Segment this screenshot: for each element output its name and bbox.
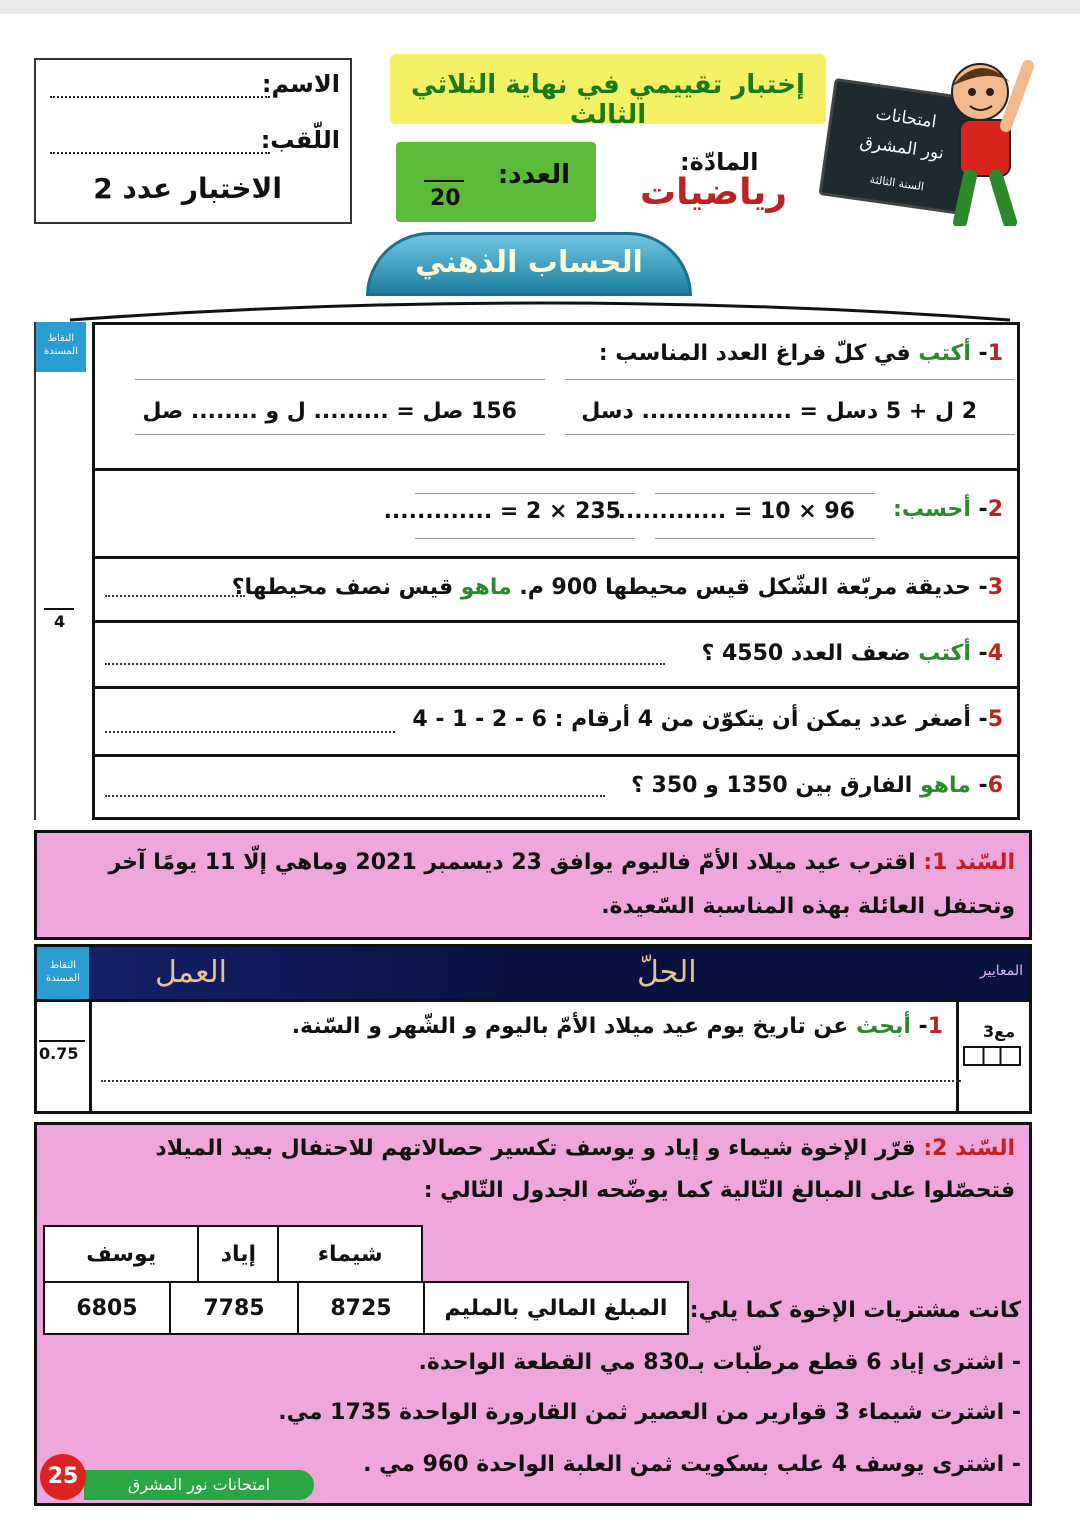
purchase-3: - اشترى يوسف 4 علب بسكويت ثمن العلبة الواحدة 960 مي . xyxy=(363,1452,1021,1477)
name-label: الاسم: xyxy=(261,70,340,98)
mental-math-questions xyxy=(92,322,1020,820)
question-6-answer-line[interactable] xyxy=(105,795,605,797)
question-3-lead: حديقة مربّعة الشّكل قيس محيطها 900 م. xyxy=(519,575,971,600)
points-fraction-bar xyxy=(44,608,74,610)
sanad-2-box xyxy=(34,1122,1032,1506)
sanad-1-box xyxy=(34,830,1032,940)
purchase-1: - اشترى إياد 6 قطع مرطّبات بـ830 مي القطعة الواحدة. xyxy=(418,1350,1021,1375)
question-2-number: 2 xyxy=(987,497,1003,522)
question-1-line2[interactable]: 156 صل = ......... ل و ........ صل xyxy=(142,399,517,424)
task-1-lead: أبحث xyxy=(855,1014,911,1039)
logo-line1: امتحانات xyxy=(874,104,938,133)
task-1-divider-right xyxy=(956,1002,959,1111)
question-6 xyxy=(95,757,1017,817)
top-strip xyxy=(0,0,1080,14)
question-1-text: 1- أكتب في كلّ فراغ العدد المناسب : xyxy=(598,341,1003,366)
logo-line3: السنة الثالثة xyxy=(868,172,925,194)
task-1-answer-line[interactable] xyxy=(101,1080,961,1082)
points-badge: النقاط المسندة xyxy=(36,322,86,372)
table-cell-iyad: 7785 xyxy=(170,1282,298,1334)
mascot-icon xyxy=(930,46,1040,226)
logo-line2: نور المشرق xyxy=(858,132,946,164)
purchase-2: - اشترت شيماء 3 قوارير من العصير ثمن القارورة الواحدة 1735 مي. xyxy=(278,1400,1021,1425)
sanad-2-body-line1: قرّر الإخوة شيماء و إياد و يوسف تكسير حصالاتهم للاحتفال بعيد الميلاد xyxy=(155,1136,916,1161)
purchases-intro: كانت مشتريات الإخوة كما يلي: xyxy=(689,1298,1021,1323)
question-1 xyxy=(95,325,1017,471)
question-6-number: 6 xyxy=(987,773,1003,798)
score-total: 20 xyxy=(430,186,461,211)
title-banner xyxy=(390,54,826,130)
work-label: العمل xyxy=(155,955,228,990)
question-4-lead: أكتب xyxy=(918,641,971,666)
sanad-1-body: اقترب عيد ميلاد الأمّ فاليوم يوافق 23 ديسمبر 2021 وماهي إلّا 11 يومًا آخر وتحتفل العائلة بهذه المناسبة السّعيدة. xyxy=(108,850,1015,919)
question-5-number: 5 xyxy=(987,707,1003,732)
criteria-label: المعايير xyxy=(979,963,1023,979)
question-5-body: أصغر عدد يمكن أن يتكوّن من 4 أرقام : 6 - 2 - 1 - 4 xyxy=(412,707,971,732)
task-1-criterion: مع3 xyxy=(983,1022,1015,1041)
question-2-lead: أحسب: xyxy=(893,497,971,522)
work-points-badge: النقاط المسندة xyxy=(37,947,89,999)
task-1-number: 1 xyxy=(927,1014,943,1039)
work-header xyxy=(34,944,1032,1002)
surname-label: اللّقب: xyxy=(260,126,340,154)
score-box xyxy=(396,142,596,222)
subject-label: المادّة: xyxy=(680,148,759,176)
question-3 xyxy=(95,559,1017,623)
page-number: 25 xyxy=(40,1454,86,1500)
question-1-lead: أكتب xyxy=(918,341,971,366)
score-label: العدد: xyxy=(497,160,570,190)
question-4-number: 4 xyxy=(987,641,1003,666)
points-strip xyxy=(34,322,86,820)
sanad-2-line1 xyxy=(51,1127,1015,1171)
task-1-points: 0.75 xyxy=(39,1044,79,1063)
amounts-table-header xyxy=(43,1225,423,1283)
table-header-iyad: إياد xyxy=(198,1226,278,1282)
task-1-row xyxy=(34,1002,1032,1114)
question-3-green: ماهو xyxy=(460,575,512,600)
sanad-1-label: السّند 1: xyxy=(923,850,1015,875)
task-1-criterion-boxes[interactable] xyxy=(963,1046,1021,1066)
solution-label: الحلّ xyxy=(637,955,697,990)
sanad-2-label: السّند 2: xyxy=(923,1136,1015,1161)
name-field[interactable] xyxy=(50,96,270,98)
exam-number: الاختبار عدد 2 xyxy=(93,172,282,205)
task-1-body: عن تاريخ يوم عيد ميلاد الأمّ باليوم و الشّهر و السّنة. xyxy=(291,1014,849,1039)
table-cell-youssef: 6805 xyxy=(44,1282,170,1334)
sanad-1-text xyxy=(51,841,1015,929)
question-4-text: 4- أكتب ضعف العدد 4550 ؟ xyxy=(701,641,1003,666)
question-1-number: 1 xyxy=(987,341,1003,366)
question-6-text: 6- ماهو الفارق بين 1350 و 350 ؟ xyxy=(631,773,1003,798)
question-6-body: الفارق بين 1350 و 350 ؟ xyxy=(631,773,913,798)
table-header-youssef: يوسف xyxy=(44,1226,198,1282)
question-2-expr2[interactable]: 235 × 2 = ............. xyxy=(383,499,621,524)
question-2-expr1[interactable]: 96 × 10 = ............. xyxy=(617,499,855,524)
question-1-line1[interactable]: 2 ل + 5 دسل = .................. دسل xyxy=(581,399,977,424)
amounts-table xyxy=(43,1281,689,1335)
question-5-text: 5- أصغر عدد يمكن أن يتكوّن من 4 أرقام : 6 - 2 - 1 - 4 xyxy=(412,707,1003,732)
question-4 xyxy=(95,623,1017,689)
section-title: الحساب الذهني xyxy=(415,245,643,280)
subject-value: رياضيات xyxy=(640,172,787,213)
question-4-body: ضعف العدد 4550 ؟ xyxy=(701,641,911,666)
footer-brand: امتحانات نور المشرق xyxy=(84,1470,314,1500)
question-3-body: قيس نصف محيطها؟ xyxy=(231,575,454,600)
table-row-label: المبلغ المالي بالمليم xyxy=(424,1282,688,1334)
task-1-text: 1- أبحث عن تاريخ يوم عيد ميلاد الأمّ باليوم و الشّهر و السّنة. xyxy=(291,1014,943,1039)
fraction-bar xyxy=(424,180,464,182)
table-header-chaima: شيماء xyxy=(278,1226,422,1282)
question-3-answer-line[interactable] xyxy=(105,595,245,597)
points-total: 4 xyxy=(54,612,66,631)
table-cell-chaima: 8725 xyxy=(298,1282,424,1334)
question-2-text: 2- أحسب: xyxy=(893,497,1003,522)
question-3-number: 3 xyxy=(987,575,1003,600)
question-5 xyxy=(95,689,1017,757)
section-header xyxy=(366,232,692,296)
question-3-text: 3- حديقة مربّعة الشّكل قيس محيطها 900 م. ماهو قيس نصف محيطها؟ xyxy=(231,575,1003,600)
sanad-2-line2: فتحصّلوا على المبالغ التّالية كما يوضّحه الجدول التّالي : xyxy=(423,1178,1015,1203)
question-5-answer-line[interactable] xyxy=(105,731,395,733)
question-2 xyxy=(95,471,1017,559)
task-1-points-bar xyxy=(39,1040,85,1042)
question-4-answer-line[interactable] xyxy=(105,663,665,665)
task-1-divider-left xyxy=(89,1002,92,1111)
student-info-box xyxy=(34,58,352,224)
question-1-body: في كلّ فراغ العدد المناسب : xyxy=(598,341,911,366)
exam-title: إختبار تقييمي في نهاية الثلاثي الثالث xyxy=(411,70,805,130)
surname-field[interactable] xyxy=(50,152,270,154)
question-6-green: ماهو xyxy=(919,773,971,798)
